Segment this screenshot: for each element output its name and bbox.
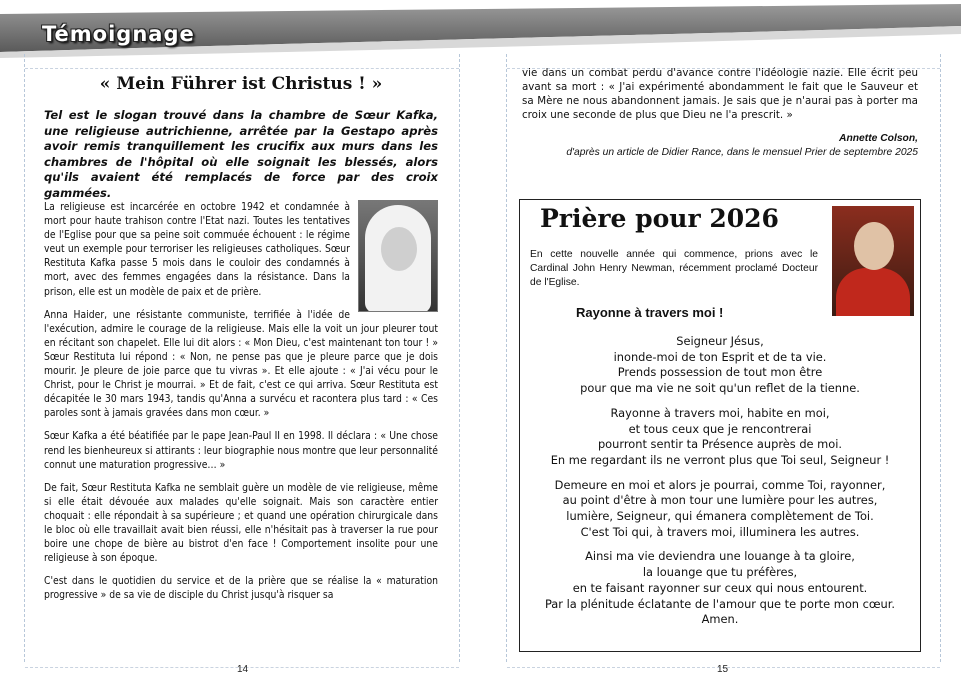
page-number-left: 14 [237, 664, 249, 675]
paragraph: De fait, Sœur Restituta Kafka ne semblait guère un modèle de vie religieuse, même si elle était dévouée aux malades qu'elle soignait. Mais son caractère entier choquait : elle répondait à sa supérieure ; et quand une opération chirurgicale dans le bloc où elle travaillait avait bien réussi, elle n'hésitait pas à traverser la rue pour boire une chope de bière au bistrot d'en face ! Comportement insolite pour une religieuse à son époque. [44, 481, 438, 565]
prayer-line: Par la plénitude éclatante de l'amour que te porte mon cœur. [544, 596, 896, 611]
prayer-line: Rayonne à travers moi, habite en moi, [610, 405, 830, 420]
prayer-line: Demeure en moi et alors je pourrai, comme Toi, rayonner, [554, 477, 886, 492]
prayer-stanza [520, 478, 920, 541]
prayer-line: au point d'être à mon tour une lumière pour les autres, [562, 493, 878, 508]
article-source: d'après un article de Didier Rance, dans le mensuel Prier de septembre 2025 [566, 147, 918, 158]
prayer-box [519, 199, 921, 652]
prayer-line: en te faisant rayonner sur ceux qui nous entourent. [572, 580, 868, 595]
header-title: Témoignage [42, 22, 195, 46]
prayer-line: pour que ma vie ne soit qu'un reflet de la tienne. [580, 381, 860, 396]
prayer-stanza [520, 334, 920, 397]
prayer-line: la louange que tu préfères, [642, 565, 798, 580]
prayer-subtitle: Rayonne à travers moi ! [576, 305, 724, 320]
prayer-line: et tous ceux que je rencontrerai [628, 421, 812, 436]
paragraph: Sœur Kafka a été béatifiée par le pape Jean-Paul II en 1998. Il déclara : « Une chose rend les bienheureux si attirants : leur biographie nous montre que leur personnalité connut une maturation progressive… » [44, 430, 438, 471]
prayer-stanza [520, 406, 920, 469]
prayer-intro: En cette nouvelle année qui commence, prions avec le Cardinal John Henry Newman, récemment proclamé Docteur de l'Eglise. [530, 249, 818, 288]
prayer-line: Amen. [701, 612, 739, 627]
page-number-right: 15 [717, 664, 729, 675]
prayer-line: lumière, Seigneur, qui émanera complètement de Toi. [566, 509, 874, 524]
prayer-line: C'est Toi qui, à travers moi, illuminera les autres. [580, 524, 860, 539]
prayer-title: Prière pour 2026 [540, 204, 779, 233]
cardinal-photo [832, 206, 914, 316]
nun-photo [358, 200, 438, 312]
article-continuation: vie dans un combat perdu d'avance contre l'idéologie nazie. Elle écrit peu avant sa mort : « J'ai expérimenté abondamment le fait que le Sauveur et sa Mère ne nous abandonnent jamais. Je sais que je n'aurai pas à porter ma croix une seconde de plus que Dieu ne l'a prescrit. » [522, 67, 918, 122]
author-name: Annette Colson, [839, 133, 918, 144]
prayer-line: Prends possession de tout mon être [617, 365, 823, 380]
prayer-line: En me regardant ils ne verront plus que Toi seul, Seigneur ! [550, 452, 890, 467]
paragraph: La religieuse est incarcérée en octobre 1942 et condamnée à mort pour haute trahison contre l'Etat nazi. Toutes les tentatives de l'Eglise pour que sa peine soit commuée échouent : le régime veut un exemple pour terroriser les religieuses catholiques. Sœur Restituta Kafka passe 5 mois dans le couloir des condamnés à mort, avec des femmes engagées dans la résistance. Dans la prison, elle est un modèle de paix et de prière. [44, 201, 350, 298]
article-title: « Mein Führer ist Christus ! » [99, 74, 383, 94]
article-lead: Tel est le slogan trouvé dans la chambre de Sœur Kafka, une religieuse autrichienne, arrêtée par la Gestapo après avoir remis tranquillement les crucifix aux murs dans les chambres de l'hôpital où elle soignait les blessés, alors qu'ils avaient été remplacés de force par des croix gammées. [44, 108, 438, 200]
prayer-text [520, 334, 920, 637]
prayer-line: pourront sentir ta Présence auprès de moi. [597, 437, 843, 452]
prayer-line: inonde-moi de ton Esprit et de ta vie. [613, 349, 827, 364]
article-signature [522, 132, 918, 160]
article-body [44, 200, 438, 611]
paragraph: Anna Haider, une résistante communiste, terrifiée à l'idée de l'exécution, admire le courage de la religieuse. Mais elle la voit un jour pleurer tout en récitant son chapelet. Elle lui dit alors : « Mon Dieu, c'est maintenant ton tour ! » Sœur Restituta lui répond : « Non, ne pense pas que je pleure parce que je dois mourir. Je pleure de joie parce que tu vivras ». Et elle ajoute : « J'ai vécu pour le Christ, pour le Christ je mourrai. » Et de fait, c'est ce qui arriva. Sœur Restituta est décapitée le 30 mars 1943, tandis qu'Anna a survécu et racontera plus tard : « Ces paroles sont à jamais gravées dans mon cœur. » [44, 308, 438, 420]
paragraph: C'est dans le quotidien du service et de la prière que se réalise la « maturation progressive » de sa vie de disciple du Christ jusqu'à risquer sa [44, 575, 438, 602]
prayer-line: Ainsi ma vie deviendra une louange à ta gloire, [585, 549, 855, 564]
prayer-stanza [520, 549, 920, 628]
prayer-line: Seigneur Jésus, [676, 334, 764, 348]
